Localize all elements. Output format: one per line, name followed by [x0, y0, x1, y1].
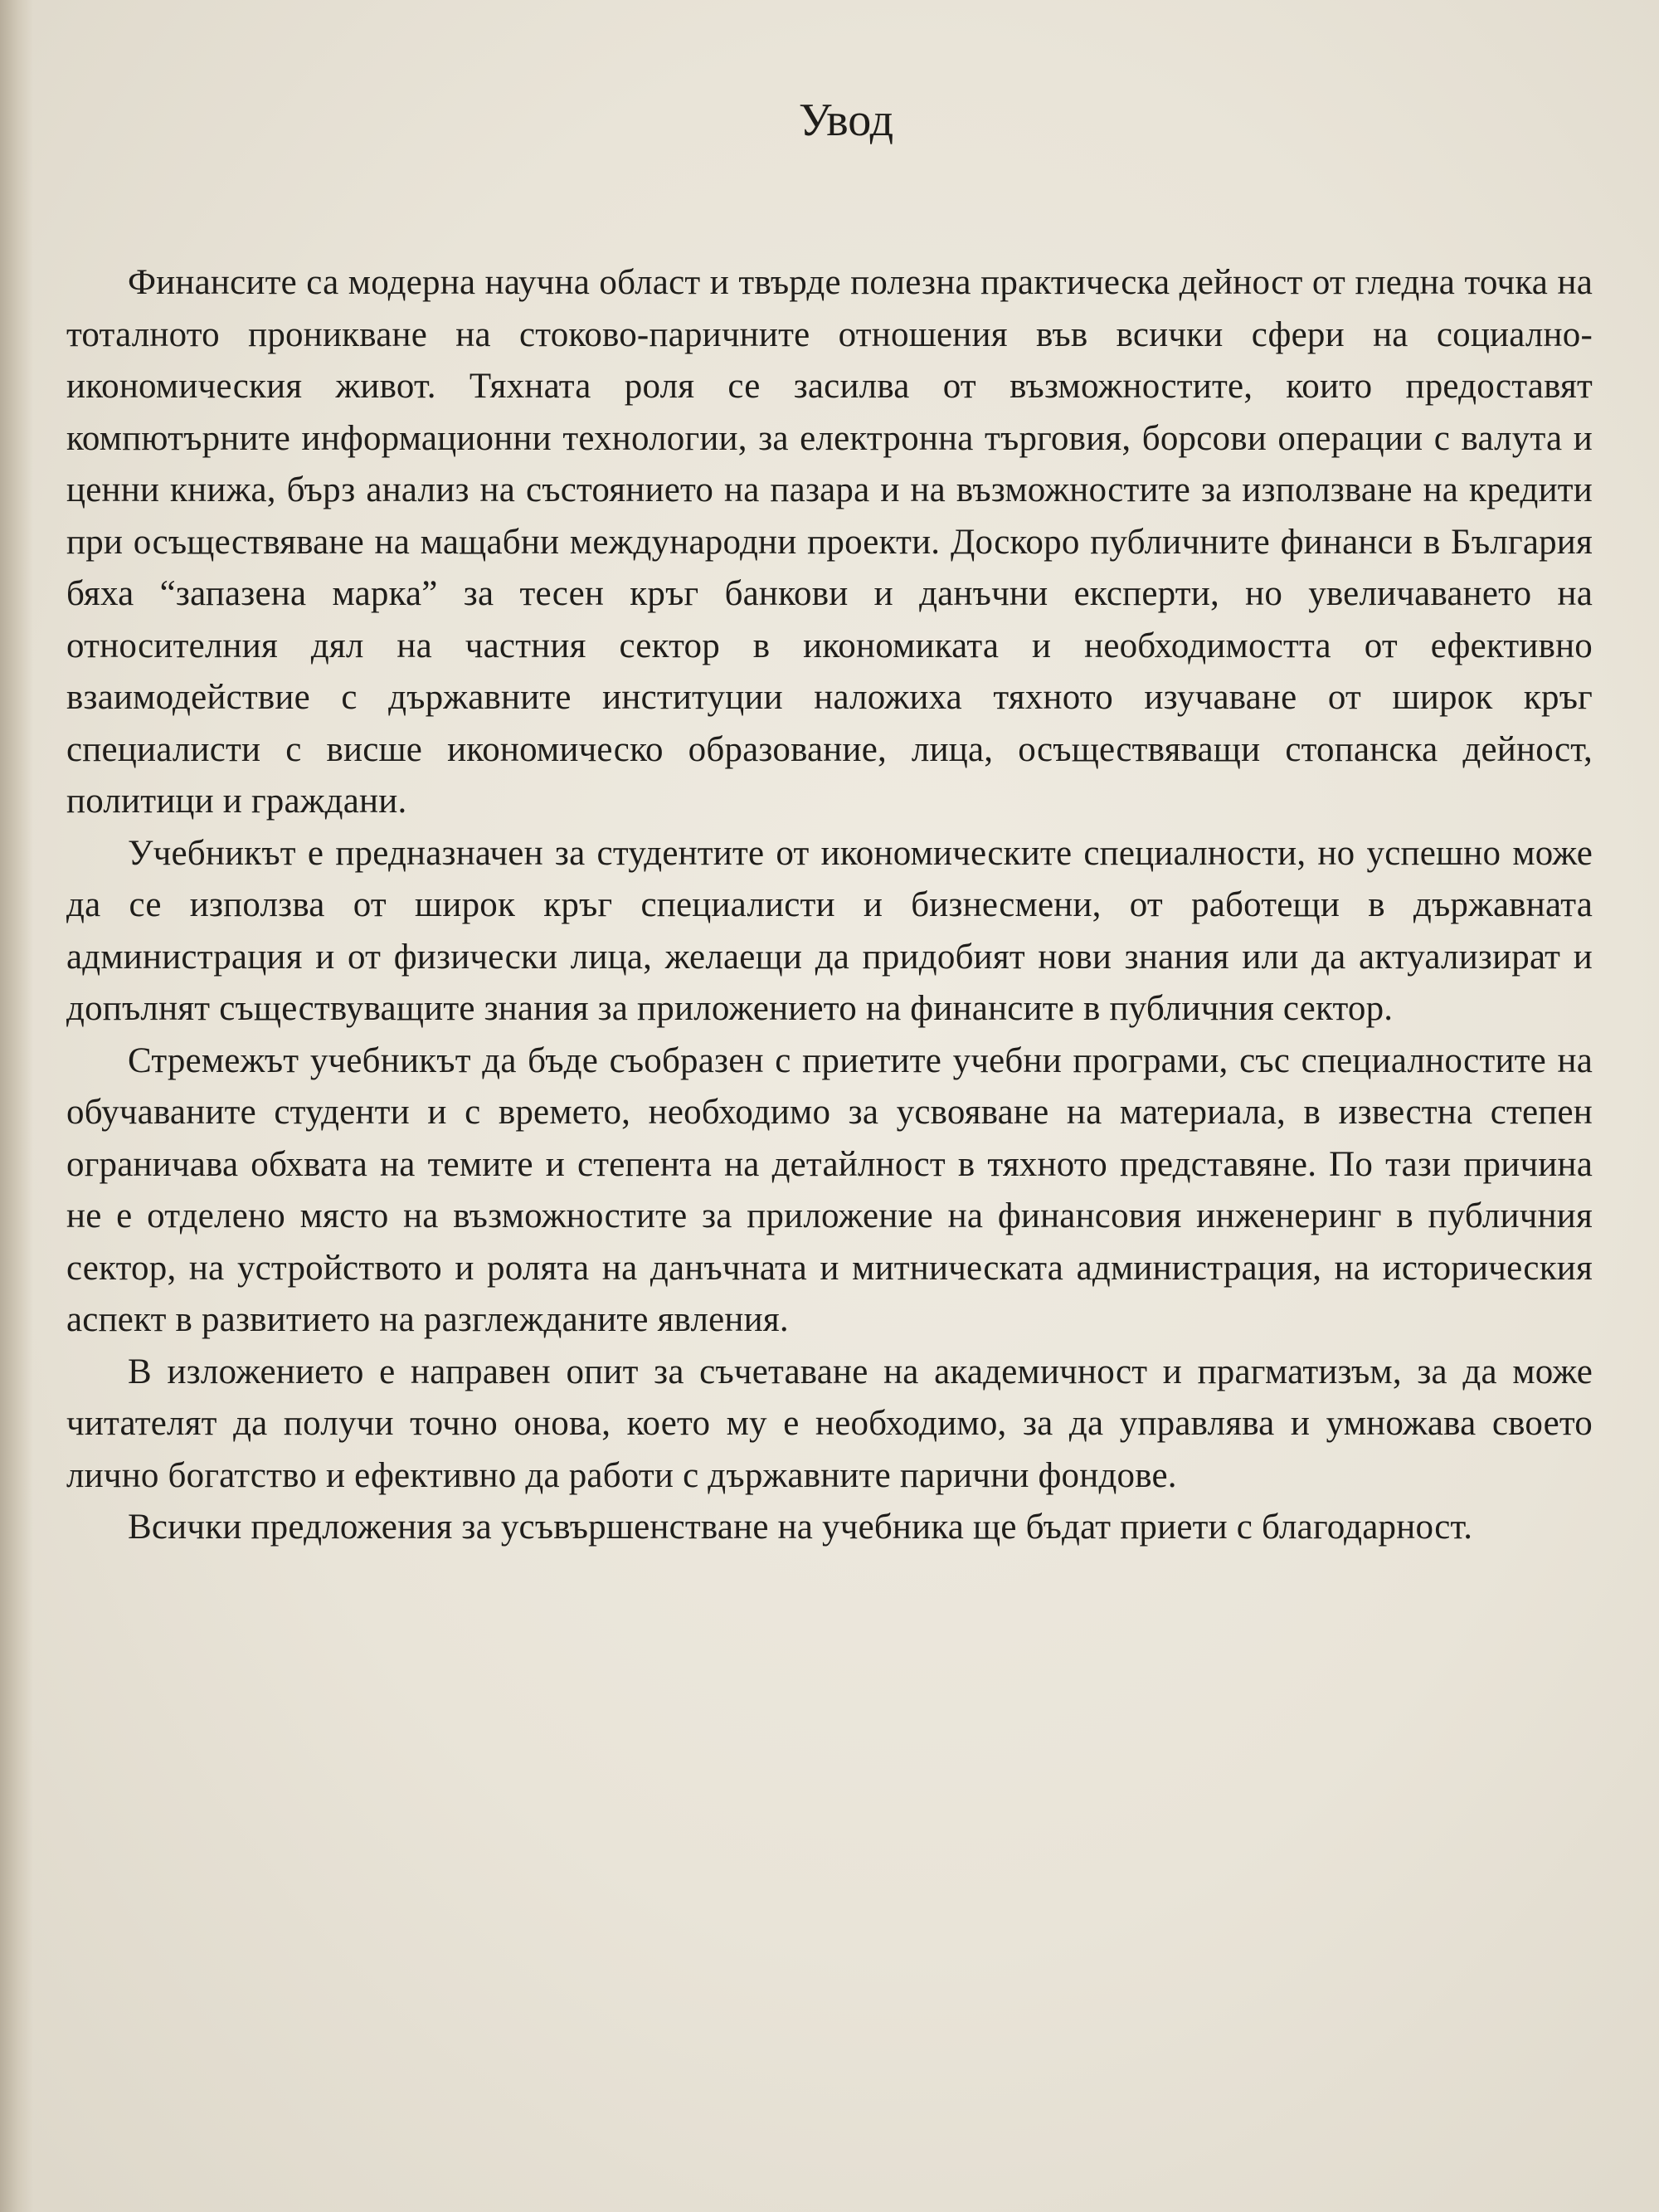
paragraph-1: Финансите са модерна научна област и твърде полезна практическа дейност от гледна точка на тоталното проникване на стоково-паричните отношения във всички сфери на социално-икономическия живот. Тяхната роля се засилва от възможностите, които предоставят компютърните информационни технологии, за електронна търговия, борсови операции с валута и ценни книжа, бърз анализ на състоянието на пазара и на възможностите за използване на кредити при осъществяване на мащабни международни проекти. Доскоро публичните финанси в България бяха “запазена марка” за тесен кръг банкови и данъчни експерти, но увеличаването на относителния дял на частния сектор в икономиката и необходимостта от ефективно взаимодействие с държавните институции наложиха тяхното изучаване от широк кръг специалисти с висше икономическо образование, лица, осъществяващи стопанска дейност, политици и граждани.: [66, 263, 1593, 821]
page-title: Увод: [798, 95, 894, 146]
page-content: [66, 91, 1593, 1554]
paragraph-5: Всички предложения за усъвършенстване на учебника ще бъдат приети с благодарност.: [128, 1508, 1473, 1547]
paragraph-4: В изложението е направен опит за съчетаване на академичност и прагматизъм, за да може читателят да получи точно онова, което му е необходимо, за да управлява и умножава своето лично богатство и ефективно да работи с държавните парични фондове.: [66, 1352, 1593, 1495]
paragraph-3: Стремежът учебникът да бъде съобразен с приетите учебни програми, със специалностите на обучаваните студенти и с времето, необходимо за усвояване на материала, в известна степен ограничава обхвата на темите и степента на детайлност в тяхното представяне. По тази причина не е отделено място на възможностите за приложение на финансовия инженеринг в публичния сектор, на устройството и ролята на данъчната и митническата администрация, на историческия аспект в развитието на разглежданите явления.: [66, 1040, 1593, 1339]
paragraph-2: Учебникът е предназначен за студентите от икономическите специалности, но успешно може да се използва от широк кръг специалисти и бизнесмени, от работещи в държавната администрация и от физически лица, желаещи да придобият нови знания или да актуализират и допълнят съществуващите знания за приложението на финансите в публичния сектор.: [66, 833, 1593, 1028]
binding-shadow: [0, 0, 33, 2212]
